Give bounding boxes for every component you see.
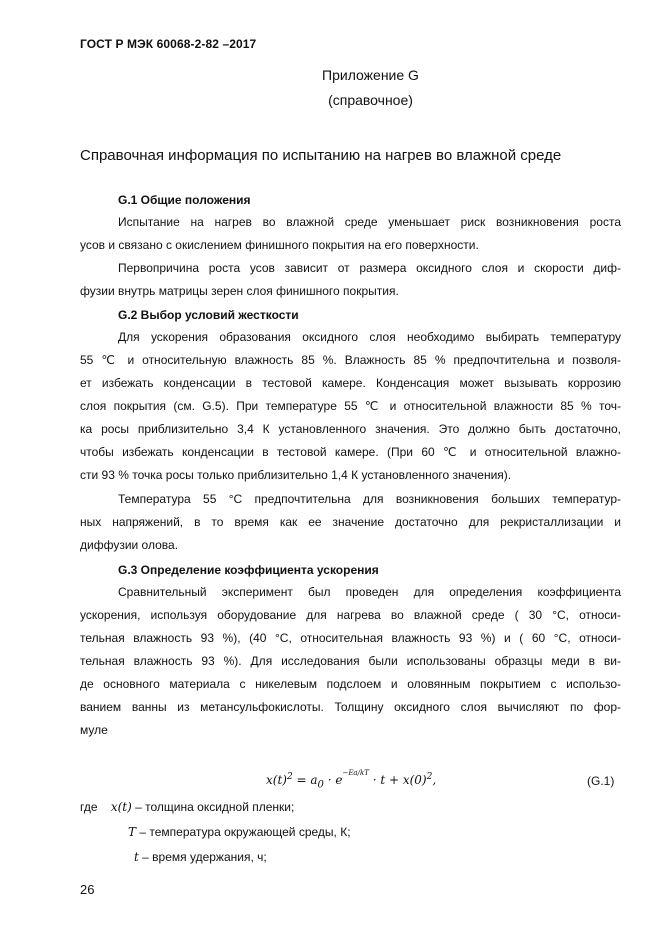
text-line: 55 ℃ и относительную влажность 85 %. Влажность 85 % предпочтительна и позволя- xyxy=(80,353,621,367)
standard-header: ГОСТ Р МЭК 60068-2-82 –2017 xyxy=(80,37,257,51)
text-line: Для ускорения образования оксидного слоя необходимо выбирать температуру xyxy=(118,330,621,344)
text-line: слоя покрытия (см. G.5). При температуре 55 ℃ и относительной влажности 85 % точ- xyxy=(80,399,621,413)
paragraph-g1-1 xyxy=(80,211,621,257)
document-title: Справочная информация по испытанию на нагрев во влажной среде xyxy=(80,147,562,164)
text-line: ка росы приблизительно 3,4 К установленного значения. Это должно быть достаточно, xyxy=(80,422,621,436)
text-line: ет избежать конденсации в тестовой камере. Конденсация может вызывать коррозию xyxy=(80,376,621,390)
section-heading-g3: G.3 Определение коэффициента ускорения xyxy=(118,563,379,577)
text-line: чтобы избежать конденсации в тестовой камере. (При 60 ℃ и относительной влажно- xyxy=(80,445,621,459)
section-heading-g2: G.2 Выбор условий жесткости xyxy=(118,308,299,322)
text-line: усов и связано с окислением финишного покрытия на его поверхности. xyxy=(80,238,479,252)
paragraph-g3-1 xyxy=(80,581,621,742)
text-line: ускорения, используя оборудование для нагрева во влажной среде ( 30 °С, относи- xyxy=(80,608,621,622)
paragraph-g2-1 xyxy=(80,326,621,487)
text-line: де основного материала с никелевым подслоем и оловянным покрытием с использо- xyxy=(80,677,621,691)
text-line: сти 93 % точка росы только приблизительно 1,4 К установленного значения). xyxy=(80,468,512,482)
text-line: диффузии олова. xyxy=(80,538,179,552)
text-line: ванием ванны из метансульфокислоты. Толщину оксидного слоя вычисляют по фор- xyxy=(80,700,621,714)
formula-number: (G.1) xyxy=(587,774,615,788)
text-line: фузии внутрь матрицы зерен слоя финишного покрытия. xyxy=(80,284,399,298)
text-line: ных напряжений, в то время как ее значение достаточно для рекристаллизации и xyxy=(80,515,621,529)
page-number: 26 xyxy=(80,882,95,897)
text-line: тельная влажность 93 %), (40 °С, относительная влажность 93 %) и ( 60 °С, относи- xyxy=(80,631,621,645)
text-line: Испытание на нагрев во влажной среде уменьшает риск возникновения роста xyxy=(118,215,621,229)
text-line: Первопричина роста усов зависит от размера оксидного слоя и скорости диф- xyxy=(118,261,621,275)
formula-g1: $x(t)^2 = a_0 \cdot e^{-Ea/kT} \cdot t + x(0)^2$, xyxy=(266,769,437,791)
section-heading-g1: G.1 Общие положения xyxy=(118,193,251,207)
annex-title: Приложение G xyxy=(322,67,419,83)
where-T: T – температура окружающей среды, К; xyxy=(128,825,351,839)
paragraph-g1-2 xyxy=(80,257,621,303)
where-t: t – время удержания, ч; xyxy=(134,850,267,864)
text-line: муле xyxy=(80,723,108,737)
text-line: тельная влажность 93 %). Для исследования были использованы образцы меди в ви- xyxy=(80,654,621,668)
text-line: Сравнительный эксперимент был проведен для определения коэффициента xyxy=(118,585,621,599)
text-line: Температура 55 °С предпочтительна для возникновения больших температур- xyxy=(118,492,621,506)
where-x: где x(t) – толщина оксидной пленки; xyxy=(80,800,295,814)
annex-type: (справочное) xyxy=(328,92,413,108)
paragraph-g2-2 xyxy=(80,488,621,557)
